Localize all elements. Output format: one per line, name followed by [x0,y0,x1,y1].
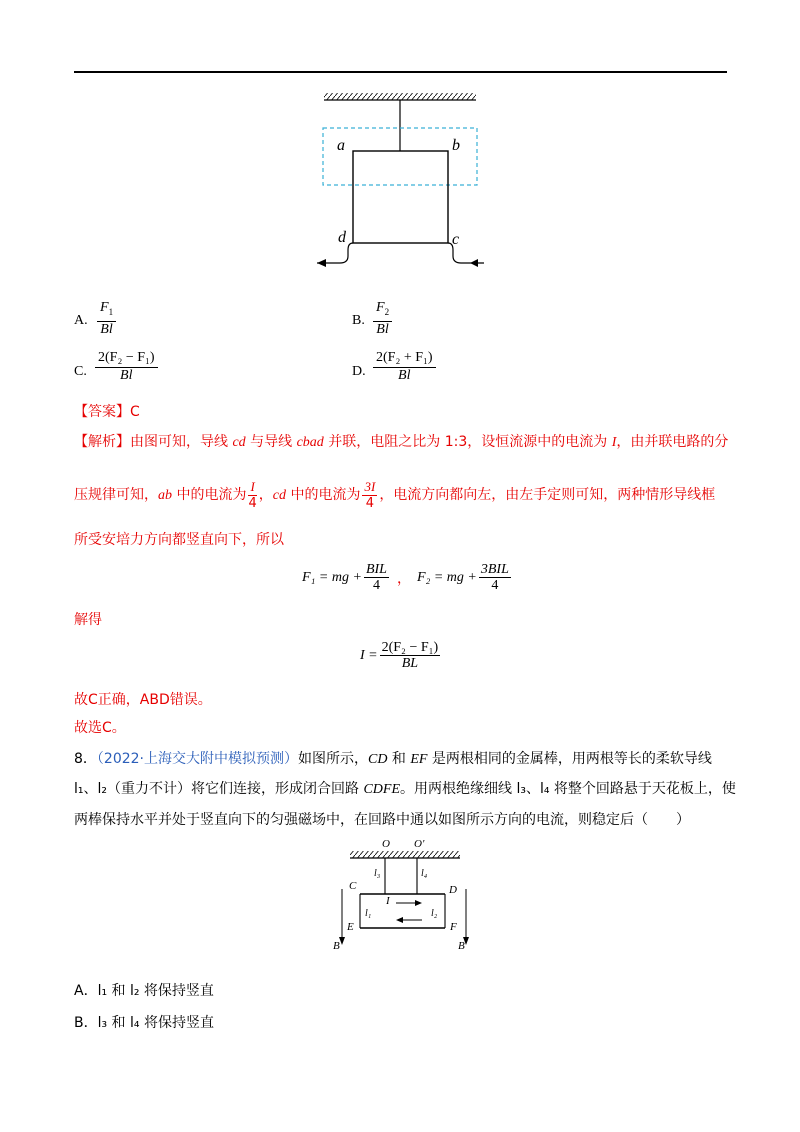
label-d: d [338,229,346,246]
arrow-right-in [470,259,478,267]
option-d-label: D. [352,364,366,379]
question-8-line-2: l₁、l₂（重力不计）将它们连接，形成闭合回路 CDFE。用两根绝缘细线 l₃、l₄ 将整个回路悬于天花板上，使 [74,781,736,797]
fraction-I-over-4: $\frac{I}{4}$ [248,479,257,511]
option-c-num: 2(F₂ − F₁) [95,350,158,368]
answer-tag: 【答案】 [74,404,130,420]
label-B-right: B [458,940,465,952]
fraction-3I-over-4: $\frac{3I}{4}$ [364,479,376,511]
question-number: 8． [74,751,97,767]
label-E: E [347,921,354,933]
analysis-line-1: 【解析】由图可知，导线 cd 与导线 cbad 并联，电阻之比为 1:3，设恒流源中的电流为 I，由并联电路的分 [74,434,729,450]
option-b-den: Bl [376,321,389,337]
option-b-label: B. [352,313,365,328]
question-8-line-3: 两棒保持水平并处于竖直向下的匀强磁场中，在回路中通以如图所示方向的电流，则稳定后（ ） [74,812,690,828]
ceiling-hatch [324,93,476,100]
option-a-num: F [100,300,109,315]
arrow-left [317,259,326,267]
equation-current: I = $\frac{\text{2(F₂ − F₁)}}{BL}$ [360,640,439,671]
option-a-den: Bl [100,321,113,337]
answer-line [74,402,140,422]
label-l3: l₃ [374,868,381,879]
label-C: C [349,880,357,892]
option-a-fraction [97,300,116,338]
label-O-prime: O' [414,838,425,850]
analysis-tag: 【解析】 [74,434,130,450]
conclusion-line: 故C正确，ABD错误。 [74,692,212,708]
label-O: O [382,838,390,850]
label-l4: l₄ [421,868,428,879]
option-d-num: 2(F₂ + F₁) [373,350,436,368]
q8-option-b: B．l₃ 和 l₄ 将保持竖直 [74,1015,214,1031]
label-l2: l₂ [431,908,438,919]
option-c-fraction [95,350,158,384]
option-b-num: F [376,300,385,315]
q8-option-a: A．l₁ 和 l₂ 将保持竖直 [74,983,214,999]
lead-left [317,243,353,263]
option-c-label: C. [74,364,87,379]
question-source: （2022·上海交大附中模拟预测） [96,751,299,767]
option-c-den: Bl [120,368,133,383]
analysis-line-2: 压规律可知，ab 中的电流为 $\frac{I}{4}$ ，cd 中的电流为 $\frac{3I}{4}$ ，电流方向都向左，由左手定则可知，两种情形导线框 [74,479,716,511]
label-D: D [449,884,457,896]
label-l1: l₁ [365,908,372,919]
answer-value: C [130,404,140,420]
label-a: a [337,137,345,154]
label-F: F [450,921,457,933]
option-a-sub: 1 [108,306,114,317]
option-d-den: Bl [398,368,411,383]
option-b-sub: 2 [384,306,390,317]
figure-rods-circuit [330,843,490,963]
choose-line: 故选C。 [74,720,126,736]
option-b-fraction [373,300,392,338]
square-frame [353,151,448,243]
solve-label: 解得 [74,612,102,628]
label-I: I [386,895,390,907]
header-rule [74,71,727,73]
label-B-left: B [333,940,340,952]
label-b: b [452,137,460,154]
ceiling-hatch-2 [350,851,460,858]
analysis-line-3: 所受安培力方向都竖直向下，所以 [74,532,284,548]
option-d-fraction [373,350,436,384]
label-c: c [452,231,460,248]
option-a-label: A. [74,313,88,328]
equation-forces: F₁ = mg + $\frac{\text{BIL}}{4}$ ， F₂ = mg + $\frac{\text{3BIL}}{4}$ [302,562,509,593]
question-8-line-1: 8．（2022·上海交大附中模拟预测）如图所示，CD 和 EF 是两根相同的金属棒，用两根等长的柔软导线 [74,751,712,767]
figure-frame-circuit [300,90,500,290]
